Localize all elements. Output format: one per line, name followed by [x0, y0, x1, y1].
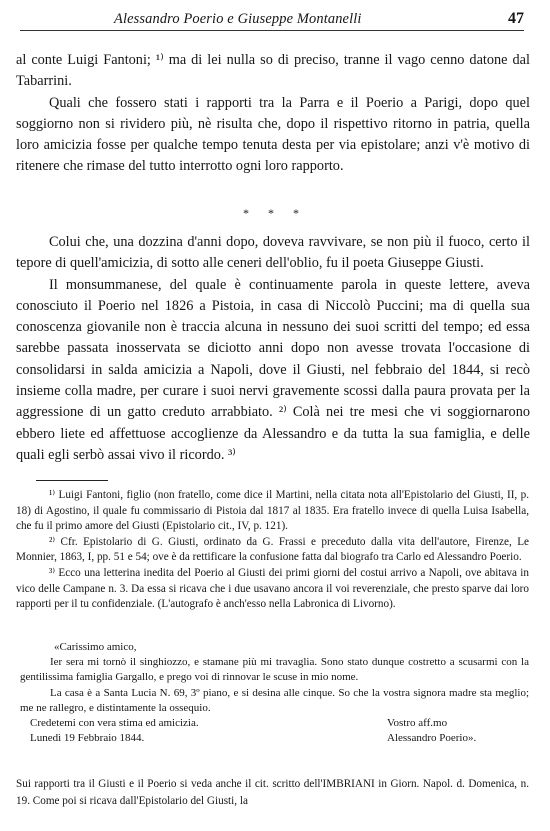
letter-paragraph: La casa è a Santa Lucia N. 69, 3º piano, e si desina alle cinque. So che la vostra signora madre sta meglio; me ne rallegro, e distintamente la ossequio.: [20, 686, 529, 714]
letter-paragraph: Ier sera mi tornò il singhiozzo, e stamane più mi travaglia. Sono stato dunque costretto a scusarmi con la gentilissima famiglia Gargallo, e prego voi di rinnovar le scuse in mio nome.: [20, 656, 529, 684]
letter-salutation: «Carissimo amico,: [54, 641, 137, 653]
main-text-bottom: [16, 232, 530, 466]
quoted-letter: [20, 640, 529, 746]
letter-valediction: Vostro aff.mo: [387, 717, 448, 730]
letter-closing-formula: Credetemi con vera stima ed amicizia.: [30, 717, 199, 730]
footnote: ²⁾ Cfr. Epistolario di G. Giusti, ordinato da G. Frassi e preceduto dalla vita dell'autore, Firenze, Le Monnier, 1863, I, pp. 51 e 54; ove è da rettificare la confusione fatta dal biografo tra Carlo ed Alessandro Poerio.: [16, 535, 529, 564]
footnotes: [16, 488, 529, 613]
footnote: ³⁾ Ecco una letterina inedita del Poerio al Giusti dei primi giorni del costui arrivo a Napoli, ove abitava in vico delle Campane n. 3. Da essa si ricava che i due usavano ancora il voi reverenziale, che presto sparve dai loro rapporti per il tu confidenziale. (L'autografo è anch'esso nella Labronica di Livorno).: [16, 566, 529, 611]
footnote-continuation: Sui rapporti tra il Giusti e il Poerio si veda anche il cit. scritto dell'IMBRIANI in Giorn. Napol. d. Domenica, n. 19. Come poi si ricava dall'Epistolario del Giusti, la: [16, 778, 529, 807]
section-separator: * * *: [243, 206, 307, 220]
paragraph: Quali che fossero stati i rapporti tra la Parra e il Poerio a Parigi, dopo quel soggiorno non si rividero più, nè risulta che, dopo il rispettivo ritorno in patria, quella loro amicizia fosse per qualche tempo tenuta desta per via epistolare; anzi v'è motivo di ritenere che rimase del tutto interrotto ogni loro rapporto.: [16, 94, 530, 175]
footnote-divider: [36, 480, 108, 481]
letter-signature: Alessandro Poerio».: [387, 732, 477, 745]
running-title: Alessandro Poerio e Giuseppe Montanelli: [114, 11, 362, 27]
paragraph: al conte Luigi Fantoni; ¹⁾ ma di lei nulla so di preciso, tranne il vago cenno datone dal Tabarrini.: [16, 52, 530, 90]
paragraph: Il monsummanese, del quale è continuamente parola in queste lettere, aveva conosciuto il Poerio nel 1826 a Pistoia, in casa di Niccolò Puccini; ma di quella sua conoscenza giovanile non è traccia alcuna in nessuno dei suoi scritti del tempo; ed essa sarebbe passata inosservata se diciotto anni dopo non avesse trovata l'occasione di consolidarsi in salda amicizia a Napoli, dove il Giusti, nel febbraio del 1844, si recò insieme colla madre, per curare i suoi nervi gravemente scossi dalla paura provata per la aggressione di un gatto creduto arrabbiato. ²⁾ Colà nei tre mesi che vi soggiornarono ebbero liete ed affettuose accoglienze da Alessandro e da tutta la sua famiglia, e delle quali egli serbò assai vivo il ricordo. ³⁾: [16, 276, 530, 463]
letter-closing-row: [20, 716, 529, 731]
footnote: ¹⁾ Luigi Fantoni, figlio (non fratello, come dice il Martini, nella citata nota all'Epistolario del Giusti, II, p. 18) di Agostino, il quale fu commissario di Pistoia dal 1817 al 1835. Era fratello invece di quella Luisa Isabella, che fu il primo amore del Giusti (Epistolario cit., IV, p. 121).: [16, 489, 529, 533]
page-header: [20, 8, 524, 31]
page-number: 47: [508, 10, 524, 27]
letter-date: Lunedì 19 Febbraio 1844.: [30, 732, 145, 745]
letter-closing-row: [20, 731, 529, 746]
paragraph: Colui che, una dozzina d'anni dopo, doveva ravvivare, se non più il fuoco, certo il tepore di quell'amicizia, di sotto alle ceneri dell'oblio, fu il poeta Giuseppe Giusti.: [16, 234, 530, 272]
main-text-top: [16, 50, 530, 178]
